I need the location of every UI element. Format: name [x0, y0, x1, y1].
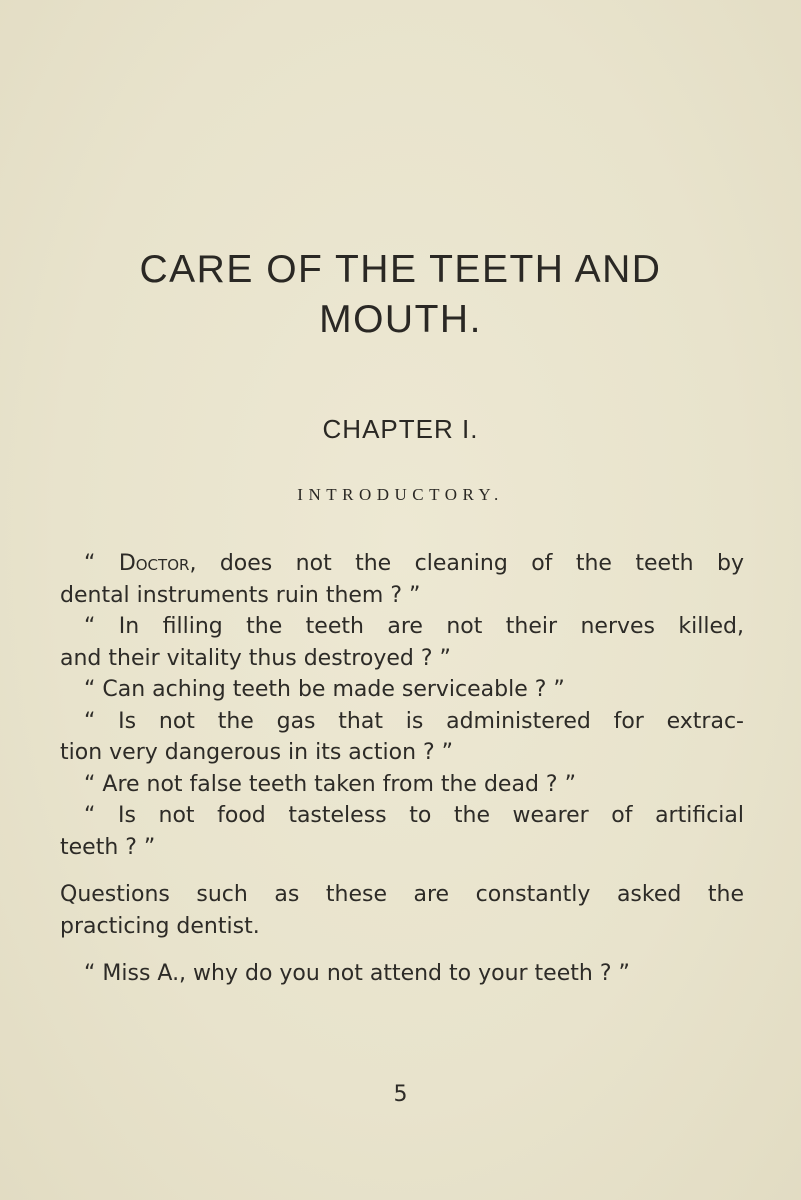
text-line: “ In filling the teeth are not their nerves killed, — [84, 614, 744, 639]
chapter-heading: CHAPTER I. — [322, 414, 479, 444]
text-line: teeth ? ” — [60, 834, 156, 860]
book-title-line-2: MOUTH. — [319, 298, 482, 341]
body-text — [60, 548, 744, 990]
text-line: Questions such as these are constantly asked the — [60, 882, 744, 907]
paragraph-gap — [60, 942, 744, 958]
text-line: “ Are not false teeth taken from the dead ? ” — [84, 771, 576, 797]
text-line: “ Miss A., why do you not attend to your teeth ? ” — [84, 961, 630, 986]
chapter-subtitle: INTRODUCTORY. — [297, 485, 504, 504]
paragraph-gap — [60, 863, 744, 879]
text-line: tion very dangerous in its action ? ” — [60, 740, 454, 765]
text-line: dental instruments ruin them ? ” — [60, 582, 421, 608]
text-line: and their vitality thus destroyed ? ” — [60, 645, 451, 671]
text-line: “ Can aching teeth be made serviceable ? ” — [84, 677, 565, 702]
small-caps-word: Doctor — [118, 551, 190, 576]
book-title-line-1: CARE OF THE TEETH AND — [139, 248, 662, 291]
page-number: 5 — [393, 1082, 408, 1107]
text-line: “ Is not the gas that is administered for extrac- — [84, 708, 744, 734]
text-line: “ Doctor, does not the cleaning of the teeth by — [84, 551, 744, 576]
text-line: practicing dentist. — [60, 913, 260, 939]
text-line: “ Is not food tasteless to the wearer of artificial — [84, 803, 744, 828]
